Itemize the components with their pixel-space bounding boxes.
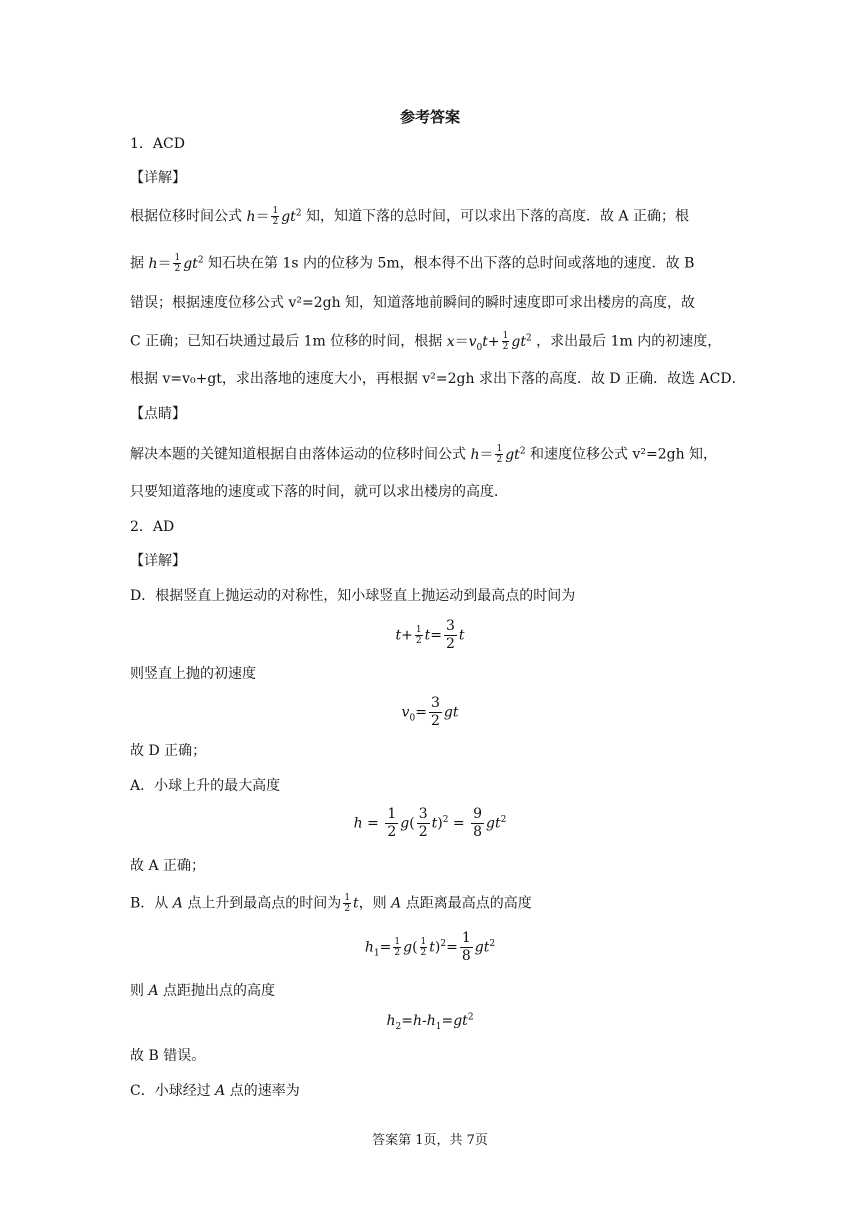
q1-comment-line-1-start: 解决本题的关键知道根据自由落体运动的位移时间公式 bbox=[130, 446, 466, 463]
q1-line-4-start: C 正确；已知石块通过最后 1m 位移的时间，根据 bbox=[130, 333, 443, 350]
q2-v0-intro: 则竖直上抛的初速度 bbox=[130, 666, 256, 682]
q2-option-c-text-2: 点的速率为 bbox=[229, 1083, 300, 1099]
formula-h2: $h_2=h-h_1=gt^2$ bbox=[386, 1012, 474, 1032]
page-title: 参考答案 bbox=[399, 108, 460, 126]
formula-v0: $v_0=$ $\frac{3}{2}$ gt bbox=[401, 695, 459, 729]
q2-h2-intro-2: 点距抛出点的高度 bbox=[163, 983, 276, 999]
q1-comment-label: 【点睛】 bbox=[130, 406, 186, 422]
q1-answer: 1．ACD bbox=[130, 136, 185, 152]
page-footer: 答案第 1页，共 7页 bbox=[372, 1133, 488, 1148]
q1-comment-line-1 bbox=[130, 444, 730, 465]
q2-option-b-text-1: B．从 bbox=[130, 895, 169, 912]
q2-option-c-text-1: C．小球经过 bbox=[130, 1083, 211, 1099]
q2-detail-label: 【详解】 bbox=[130, 553, 186, 569]
q1-line-1-end: 知，知道下落的总时间，可以求出下落的高度．故 A 正确；根 bbox=[306, 208, 690, 225]
q1-line-2-start: 据 bbox=[130, 255, 144, 272]
formula-h-half-gt2: h＝ $\frac{1}{2}$ $gt^2$ bbox=[148, 253, 204, 274]
formula-h-half-gt2: h＝ $\frac{1}{2}$ $gt^2$ bbox=[470, 444, 526, 465]
q1-comment-line-2: 只要知道落地的速度或下落的时间，就可以求出楼房的高度． bbox=[130, 484, 508, 500]
q2-h2-intro: 则 A 点距抛出点的高度 bbox=[130, 983, 276, 999]
q1-line-2 bbox=[130, 253, 730, 274]
q1-line-2-end: 知石块在第 1s 内的位移为 5m，根本得不出下落的总时间或落地的速度．故 B bbox=[208, 255, 695, 272]
q1-line-4-end: ，求出最后 1m 内的初速度， bbox=[536, 333, 722, 350]
q2-option-d-result: 故 D 正确； bbox=[130, 743, 207, 759]
q2-option-b-text-4: 点距离最高点的高度 bbox=[405, 895, 532, 912]
formula-h-half-gt2: h＝ $\frac{1}{2}$ $gt^2$ bbox=[246, 206, 302, 227]
formula-x-v0t-half-gt2: $x=v_0t+$ $\frac{1}{2}$ $gt^2$ bbox=[446, 331, 532, 353]
q2-answer: 2．AD bbox=[130, 519, 175, 535]
q2-option-a-text: A．小球上升的最大高度 bbox=[130, 778, 281, 794]
q2-option-b-text-3: ，则 bbox=[358, 895, 387, 912]
formula-max-height: h = $\frac{1}{2}$ g( $\frac{3}{2}$ t)$^2$ = $\frac{9}{8}$ $gt^2$ bbox=[353, 806, 507, 840]
q2-option-b-text-2: 点上升到最高点的时间为 bbox=[187, 895, 342, 912]
q1-line-1-start: 根据位移时间公式 bbox=[130, 208, 242, 225]
q1-line-4 bbox=[130, 331, 730, 352]
q2-option-b-result: 故 B 错误。 bbox=[130, 1048, 206, 1064]
q2-option-b-text: B．从 A 点上升到最高点的时间为 $\frac{1}{2}$ t，则 A 点距离最高点的高度 bbox=[130, 893, 532, 914]
q2-h2-intro-1: 则 bbox=[130, 983, 144, 999]
q2-option-d-text: D．根据竖直上抛运动的对称性，知小球竖直上抛运动到最高点的时间为 bbox=[130, 588, 576, 604]
q2-option-a-result: 故 A 正确； bbox=[130, 858, 206, 874]
q1-comment-line-1-end: 和速度位移公式 v²=2gh 知， bbox=[530, 446, 718, 463]
formula-time-to-top: t+ $\frac{1}{2}$ t= $\frac{3}{2}$ t bbox=[395, 618, 465, 652]
q1-line-3: 错误；根据速度位移公式 v²=2gh 知，知道落地前瞬间的瞬时速度即可求出楼房的高度，故 bbox=[130, 295, 696, 311]
q2-option-c-text: C．小球经过 A 点的速率为 bbox=[130, 1083, 300, 1099]
q1-line-5: 根据 v=v₀+gt，求出落地的速度大小，再根据 v²=2gh 求出下落的高度．故 D 正确．故选 ACD． bbox=[130, 371, 746, 387]
q1-line-1 bbox=[130, 206, 730, 227]
formula-h1: $h_1=$ $\frac{1}{2}$ g( $\frac{1}{2}$ t)$^2$= $\frac{1}{8}$ $gt^2$ bbox=[364, 930, 496, 964]
q1-detail-label: 【详解】 bbox=[130, 170, 186, 186]
